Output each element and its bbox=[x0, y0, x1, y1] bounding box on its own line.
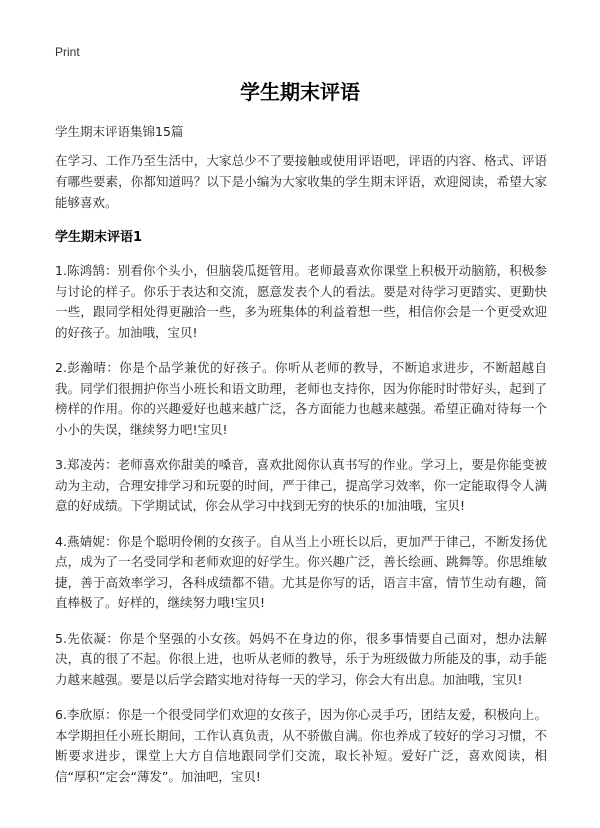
comment-paragraph-1: 1.陈鸿鹄：别看你个头小，但脑袋瓜挺管用。老师最喜欢你课堂上积极开动脑筋，积极参与讨论的样子。你乐于表达和交流，愿意发表个人的看法。要是对待学习更踏实、更勤快一些，跟同学相处得更融洽一些，多为班集体的利益着想一些，相信你会是一个更受欢迎的好孩子。加油哦，宝贝! bbox=[55, 263, 547, 340]
comment-paragraph-4: 4.燕婧妮：你是个聪明伶俐的女孩子。自从当上小班长以后，更加严于律己，不断发扬优点，成为了一名受同学和老师欢迎的好学生。你兴趣广泛，善长绘画、跳舞等。你思维敏捷，善于高效率学习，各科成绩都不错。尤其是你写的话，语言丰富，情节生动有趣，简直棒极了。好样的，继续努力哦!宝贝! bbox=[55, 533, 547, 610]
page-title: 学生期末评语 bbox=[240, 80, 360, 104]
intro-paragraph: 在学习、工作乃至生活中，大家总少不了要接触或使用评语吧，评语的内容、格式、评语有哪些要素，你都知道吗？以下是小编为大家收集的学生期末评语，欢迎阅读，希望大家能够喜欢。 bbox=[55, 153, 547, 210]
section-heading: 学生期末评语1 bbox=[55, 230, 143, 245]
comment-paragraph-5: 5.先依凝：你是个坚强的小女孩。妈妈不在身边的你，很多事情要自己面对，想办法解决，真的很了不起。你很上进，也听从老师的教导，乐于为班级做力所能及的事，动手能力越来越强。要是以后学会踏实地对待每一天的学习，你会大有出息。加油哦，宝贝! bbox=[55, 630, 547, 687]
document-body bbox=[55, 150, 547, 802]
document-subtitle: 学生期末评语集锦15篇 bbox=[55, 124, 184, 139]
comment-paragraph-3: 3.郑凌芮：老师喜欢你甜美的嗓音，喜欢批阅你认真书写的作业。学习上，要是你能变被动为主动，合理安排学习和玩耍的时间，严于律己，提高学习效率，你一定能取得令人满意的好成绩。下学期试试，你会从学习中找到无穷的快乐的!加油哦，宝贝! bbox=[55, 457, 547, 513]
print-link[interactable]: Print bbox=[55, 45, 80, 59]
comment-paragraph-2: 2.彭瀚晴：你是个品学兼优的好孩子。你听从老师的教导，不断追求进步，不断超越自我。同学们很拥护你当小班长和语文助理，老师也支持你，因为你能时时带好头，起到了榜样的作用。你的兴趣爱好也越来越广泛，各方面能力也越来越强。希望正确对待每一个小小的失误，继续努力吧!宝贝! bbox=[55, 360, 547, 437]
comment-paragraph-6: 6.李欣原：你是一个很受同学们欢迎的女孩子，因为你心灵手巧，团结友爱，积极向上。本学期担任小班长期间，工作认真负责，从不骄傲自满。你也养成了较好的学习习惯，不断要求进步，课堂上大方自信地跟同学们交流，取长补短。爱好广泛，喜欢阅读，相信“厚积”定会“薄发”。加油吧，宝贝! bbox=[55, 707, 547, 784]
